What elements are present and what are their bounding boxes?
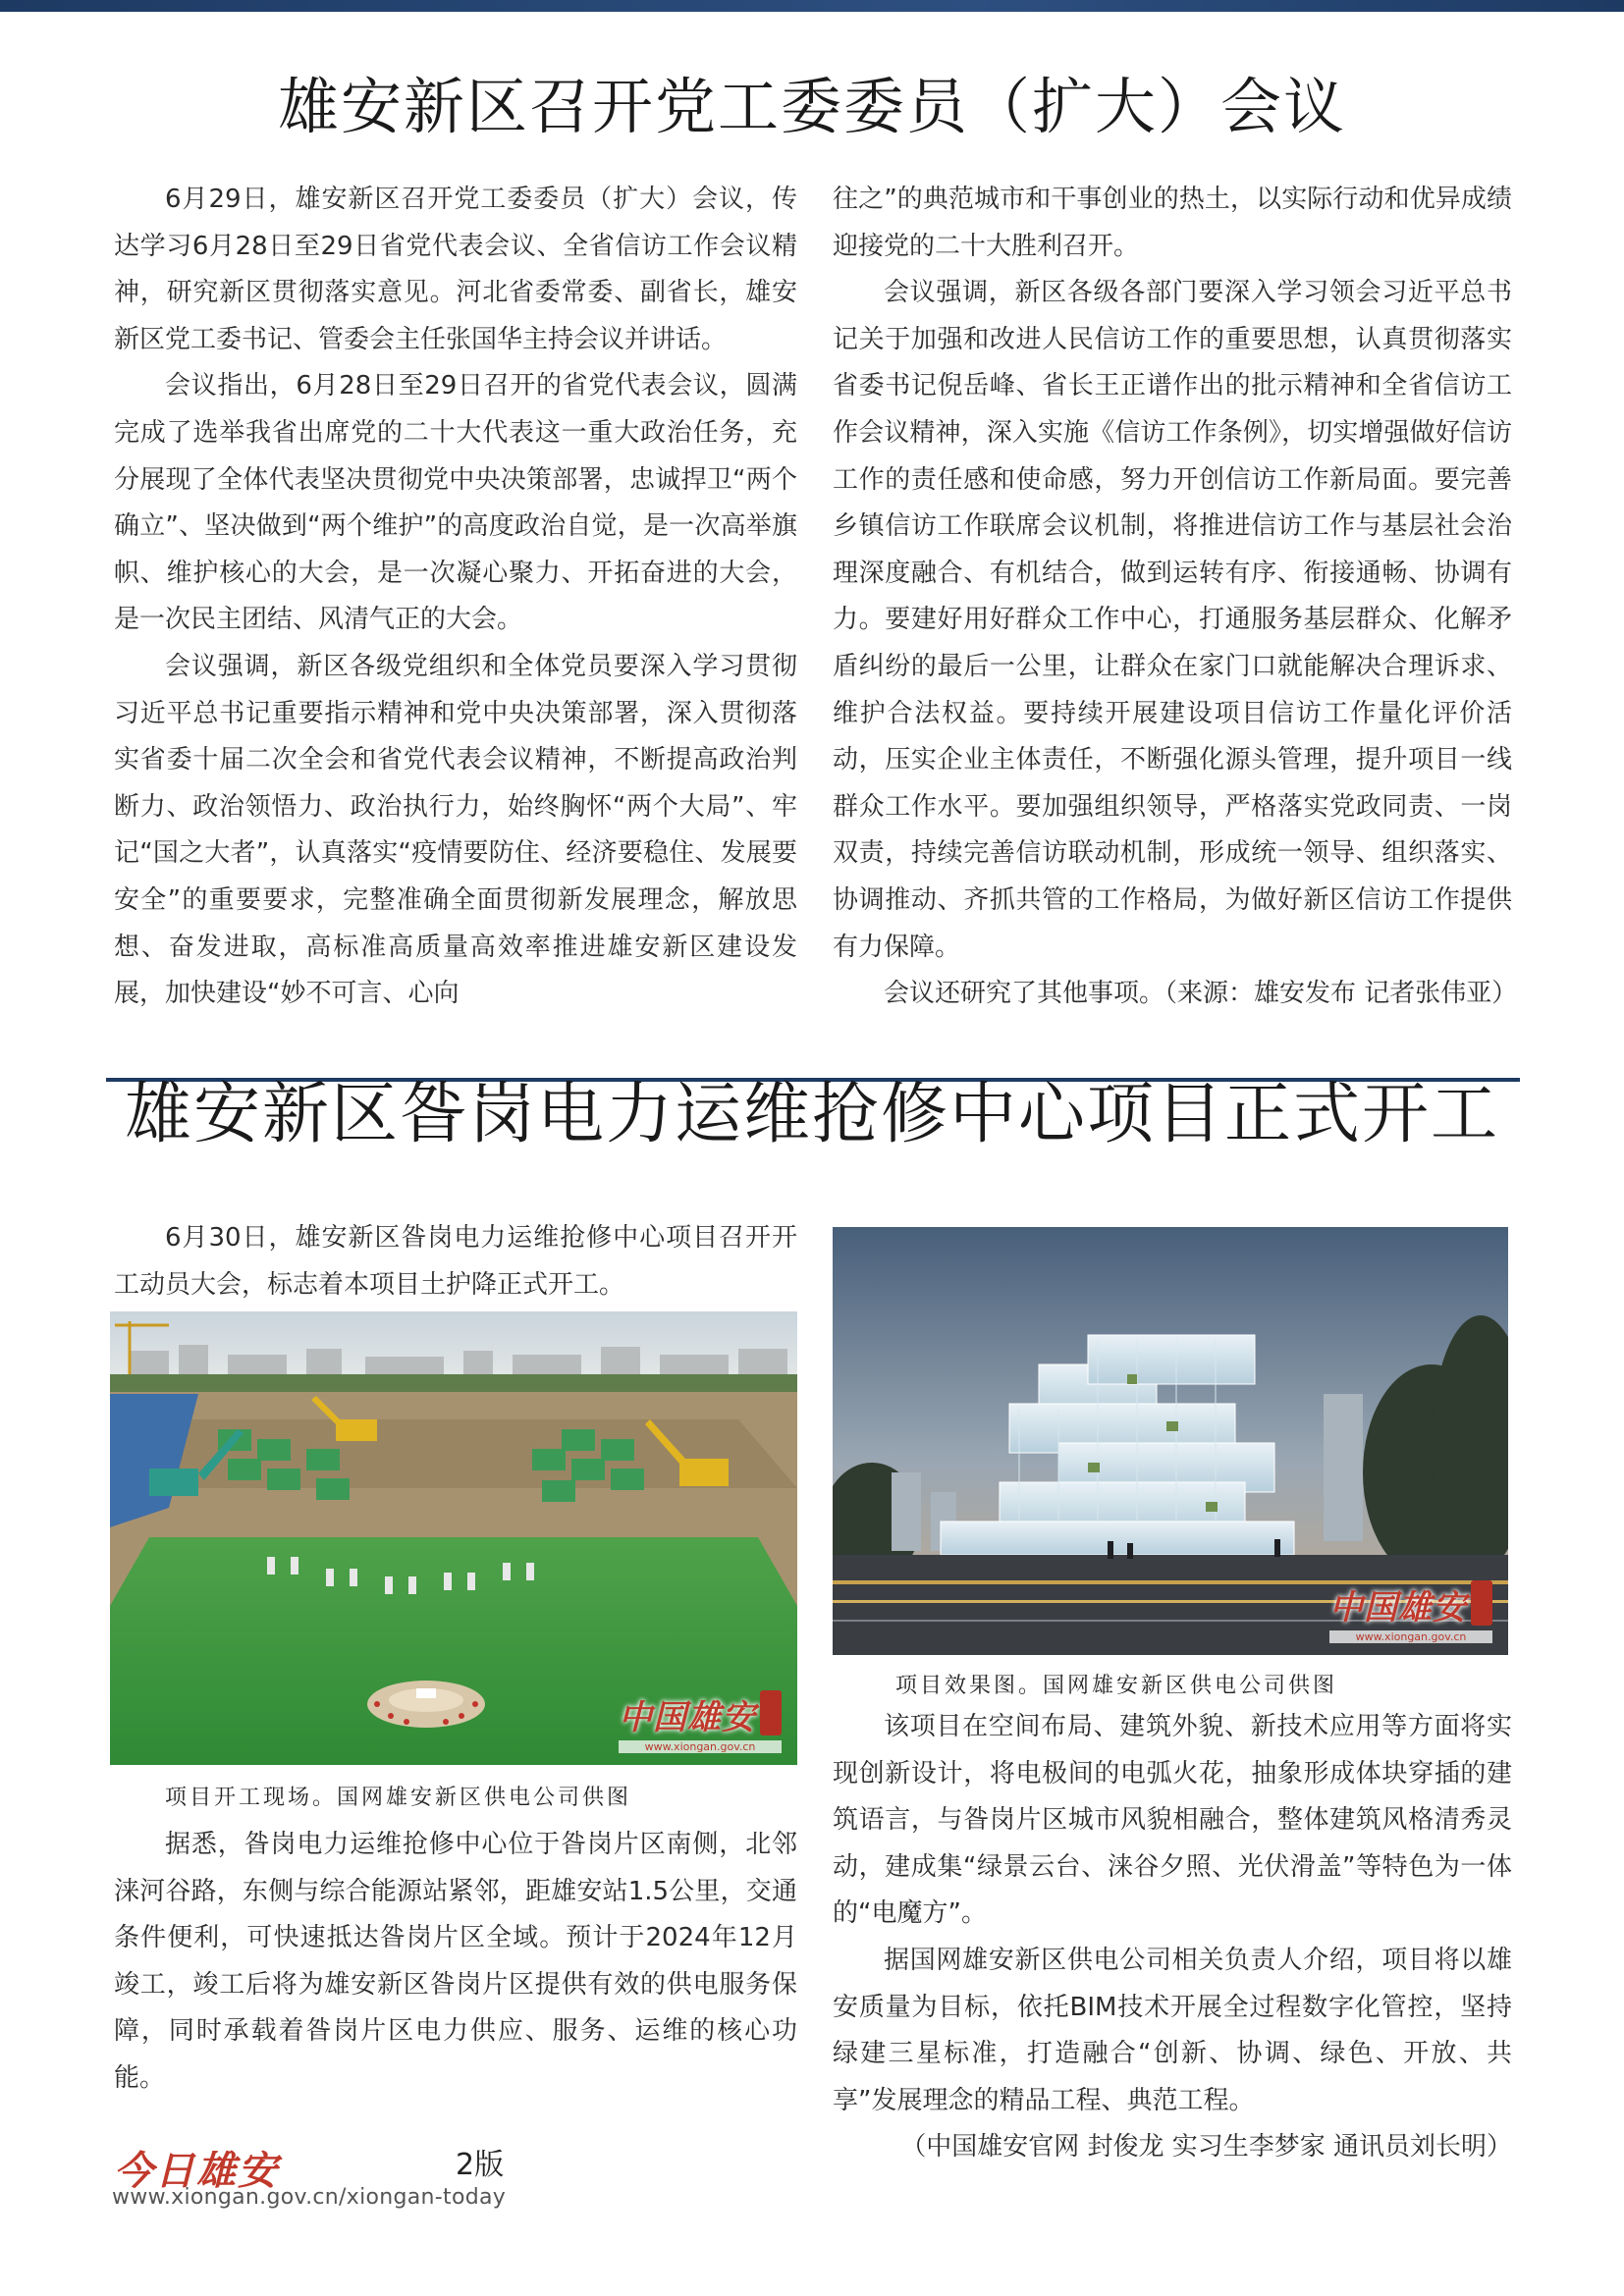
article2-intro-paragraph: 6月30日，雄安新区昝岗电力运维抢修中心项目召开开工动员大会，标志着本项目土护降正式开工。 bbox=[114, 1223, 797, 1300]
article2-intro bbox=[114, 1215, 797, 1308]
photo1-caption: 项目开工现场。国网雄安新区供电公司供图 bbox=[165, 1786, 632, 1810]
footer-url: www.xiongan.gov.cn/xiongan-today bbox=[112, 2185, 507, 2210]
article2-paragraph: 据国网雄安新区供电公司相关负责人介绍，项目将以雄安质量为目标，依托BIM技术开展全过程数字化管控，坚持绿建三星标准，打造融合“创新、协调、绿色、开放、共享”发展理念的精品工程、典范工程。 bbox=[833, 1945, 1512, 2115]
article2-right-column bbox=[833, 1704, 1512, 2171]
article1-left-column bbox=[114, 177, 797, 1018]
footer-brand-logo: 今日雄安 bbox=[114, 2148, 279, 2194]
photo1-watermark bbox=[619, 1690, 782, 1753]
article1-paragraph: 6月29日，雄安新区召开党工委委员（扩大）会议，传达学习6月28日至29日省党代表会议、全省信访工作会议精神，研究新区贯彻落实意见。河北省委常委、副省长，雄安新区党工委书记、管委会主任张国华主持会议并讲话。 bbox=[114, 185, 797, 354]
article2-left-column bbox=[114, 1822, 797, 2103]
photo2-watermark bbox=[1329, 1580, 1492, 1643]
article2-paragraph: 据悉，昝岗电力运维抢修中心位于昝岗片区南侧，北邻涞河谷路，东侧与综合能源站紧邻，距雄安站1.5公里，交通条件便利，可快速抵达昝岗片区全域。预计于2024年12月竣工，竣工后将为雄安新区昝岗片区提供有效的供电服务保障，同时承载着昝岗片区电力供应、服务、运维的核心功能。 bbox=[114, 1830, 797, 2093]
building-rendering-photo bbox=[833, 1227, 1508, 1655]
page-number: 2版 bbox=[456, 2148, 505, 2182]
article2-credit: （中国雄安官网 封俊龙 实习生李梦家 通讯员刘长明） bbox=[900, 2132, 1512, 2163]
seal-icon bbox=[1471, 1580, 1492, 1626]
article2-title: 雄安新区昝岗电力运维抢修中心项目正式开工 bbox=[124, 1076, 1499, 1153]
seal-icon bbox=[760, 1690, 782, 1735]
article1-right-column bbox=[833, 177, 1518, 1018]
photo2-caption: 项目效果图。国网雄安新区供电公司供图 bbox=[895, 1674, 1338, 1698]
article1-title: 雄安新区召开党工委委员（扩大）会议 bbox=[277, 71, 1346, 142]
article1-continuation: 往之”的典范城市和干事创业的热土，以实际行动和优异成绩迎接党的二十大胜利召开。 bbox=[833, 185, 1512, 261]
article1-closing-source: 会议还研究了其他事项。（来源：雄安发布 记者张伟亚） bbox=[884, 979, 1518, 1009]
article1-paragraph: 会议指出，6月28日至29日召开的省党代表会议，圆满完成了选举我省出席党的二十大代表这一重大政治任务，充分展现了全体代表坚决贯彻党中央决策部署，忠诚捍卫“两个确立”、坚决做到“两个维护”的高度政治自觉，是一次高举旗帜、维护核心的大会，是一次凝心聚力、开拓奋进的大会，是一次民主团结、风清气正的大会。 bbox=[114, 371, 797, 635]
article1-paragraph: 会议强调，新区各级党组织和全体党员要深入学习贯彻习近平总书记重要指示精神和党中央决策部署，深入贯彻落实省委十届二次全会和省党代表会议精神，不断提高政治判断力、政治领悟力、政治执行力，始终胸怀“两个大局”、牢记“国之大者”，认真落实“疫情要防住、经济要稳住、发展要安全”的重要要求，完整准确全面贯彻新发展理念，解放思想、奋发进取，高标准高质量高效率推进雄安新区建设发展，加快建设“妙不可言、心向 bbox=[114, 651, 797, 1009]
watermark-url: www.xiongan.gov.cn bbox=[619, 1740, 782, 1753]
watermark-url: www.xiongan.gov.cn bbox=[1329, 1630, 1492, 1643]
article1-paragraph: 会议强调，新区各级各部门要深入学习领会习近平总书记关于加强和改进人民信访工作的重要思想，认真贯彻落实省委书记倪岳峰、省长王正谱作出的批示精神和全省信访工作会议精神，深入实施《信访工作条例》，切实增强做好信访工作的责任感和使命感，努力开创信访工作新局面。要完善乡镇信访工作联席会议机制，将推进信访工作与基层社会治理深度融合、有机结合，做到运转有序、衔接通畅、协调有力。要建好用好群众工作中心，打通服务基层群众、化解矛盾纠纷的最后一公里，让群众在家门口就能解决合理诉求、维护合法权益。要持续开展建设项目信访工作量化评价活动，压实企业主体责任，不断强化源头管理，提升项目一线群众工作水平。要加强组织领导，严格落实党政同责、一岗双责，持续完善信访联动机制，形成统一领导、组织落实、协调推动、齐抓共管的工作格局，为做好新区信访工作提供有力保障。 bbox=[833, 278, 1512, 962]
construction-site-photo bbox=[110, 1311, 797, 1765]
top-accent-bar bbox=[0, 0, 1624, 12]
article2-paragraph: 该项目在空间布局、建筑外貌、新技术应用等方面将实现创新设计，将电极间的电弧火花，抽象形成体块穿插的建筑语言，与昝岗片区城市风貌相融合，整体建筑风格清秀灵动，建成集“绿景云台、涞谷夕照、光伏滑盖”等特色为一体的“电魔方”。 bbox=[833, 1712, 1512, 1929]
watermark-logo-text: 中国雄安 bbox=[1329, 1588, 1467, 1628]
watermark-logo-text: 中国雄安 bbox=[619, 1698, 756, 1737]
